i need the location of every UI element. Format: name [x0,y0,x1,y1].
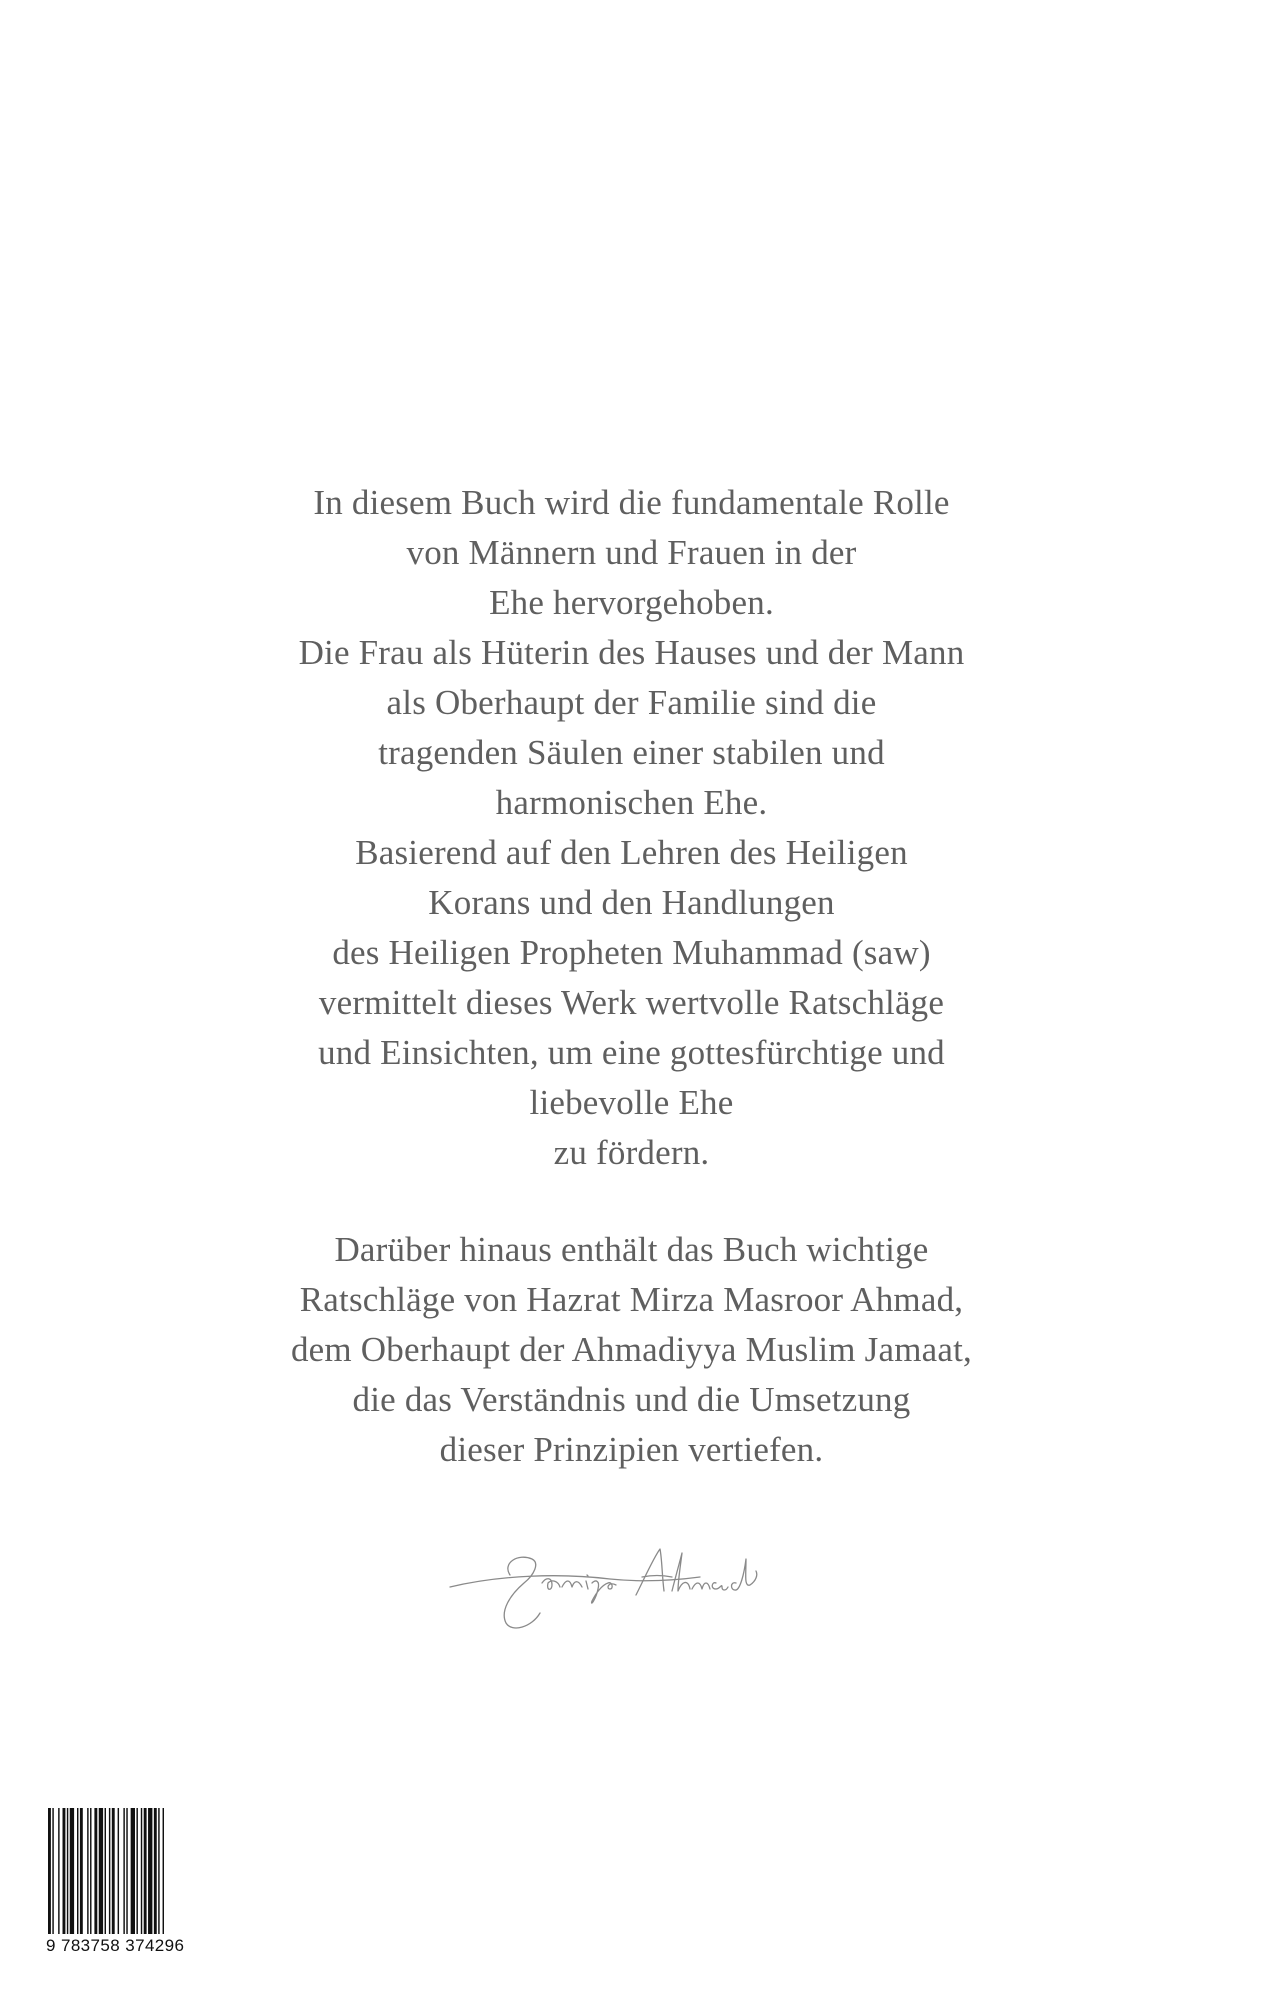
signature-a-stroke [542,1579,560,1590]
barcode-digits: 9 783758 374296 [46,1936,185,1955]
barcode-bar [136,1808,137,1934]
barcode-bar [163,1808,164,1934]
barcode-bar [94,1808,97,1934]
blurb-line: Ehe hervorgehoben. [489,583,774,622]
blurb-line: zu fördern. [553,1133,710,1172]
barcode-bar [118,1808,119,1934]
blurb-line: die das Verständnis und die Umsetzung [352,1380,911,1419]
blurb-line: und Einsichten, um eine gottesfürchtige und [318,1033,945,1072]
signature-n-stroke [562,1581,582,1587]
signature-ya-stroke [592,1581,616,1603]
barcode-bar [126,1808,127,1934]
blurb-line: dem Oberhaupt der Ahmadiyya Muslim Jamaat, [290,1330,973,1369]
barcode-bar [109,1808,110,1934]
barcode-bar [58,1808,59,1934]
barcode-bar [112,1808,115,1934]
barcode-bar [154,1808,157,1934]
signature-m-stroke [692,1583,710,1589]
signature-h-stroke [672,1553,690,1591]
blurb-line: des Heiligen Propheten Muhammad (saw) [332,933,931,972]
blurb-line: In diesem Buch wird die fundamentale Rolle [313,483,950,522]
blurb-line: Darüber hinaus enthält das Buch wichtige [334,1230,929,1269]
blurb-secondary [0,1225,1263,1475]
blurb-main [0,478,1263,1178]
barcode-bar [144,1808,147,1934]
blurb-line: von Männern und Frauen in der [406,533,857,572]
barcode-bar [70,1808,74,1934]
author-signature [440,1535,780,1635]
barcode-bar [105,1808,106,1934]
barcode-bars [46,1808,206,1934]
blurb-line: Basierend auf den Lehren des Heiligen [355,833,908,872]
barcode-bar [52,1808,53,1934]
blurb-line: Korans und den Handlungen [428,883,835,922]
signature-s-stroke [504,1557,540,1628]
signature-d-stroke [732,1559,757,1590]
barcode-bar [80,1808,83,1934]
blurb-line: Die Frau als Hüterin des Hauses und der Mann [298,633,965,672]
barcode-bar [99,1808,103,1934]
signature-capital-a-stroke [636,1549,672,1595]
barcode-bar [63,1808,66,1934]
blurb-line: harmonischen Ehe. [495,783,768,822]
barcode-bar [123,1808,124,1934]
blurb-line: dieser Prinzipien vertiefen. [439,1430,824,1469]
barcode-bar [158,1808,159,1934]
barcode-bar [141,1808,142,1934]
barcode-bar [48,1808,51,1934]
blurb-line: tragenden Säulen einer stabilen und [378,733,885,772]
blurb-line: liebevolle Ehe [529,1083,734,1122]
barcode-bar [131,1808,135,1934]
signature-a2-stroke [712,1583,728,1590]
isbn-barcode [46,1808,206,1958]
blurb-line: als Oberhaupt der Familie sind die [386,683,877,722]
blurb-line: Ratschläge von Hazrat Mirza Masroor Ahmad, [299,1280,964,1319]
blurb-line: vermittelt dieses Werk wertvolle Ratschläge [318,983,945,1022]
barcode-bar [90,1808,91,1934]
barcode-bar [87,1808,88,1934]
barcode-bar [77,1808,78,1934]
barcode-bar [148,1808,152,1934]
barcode-bar [67,1808,68,1934]
